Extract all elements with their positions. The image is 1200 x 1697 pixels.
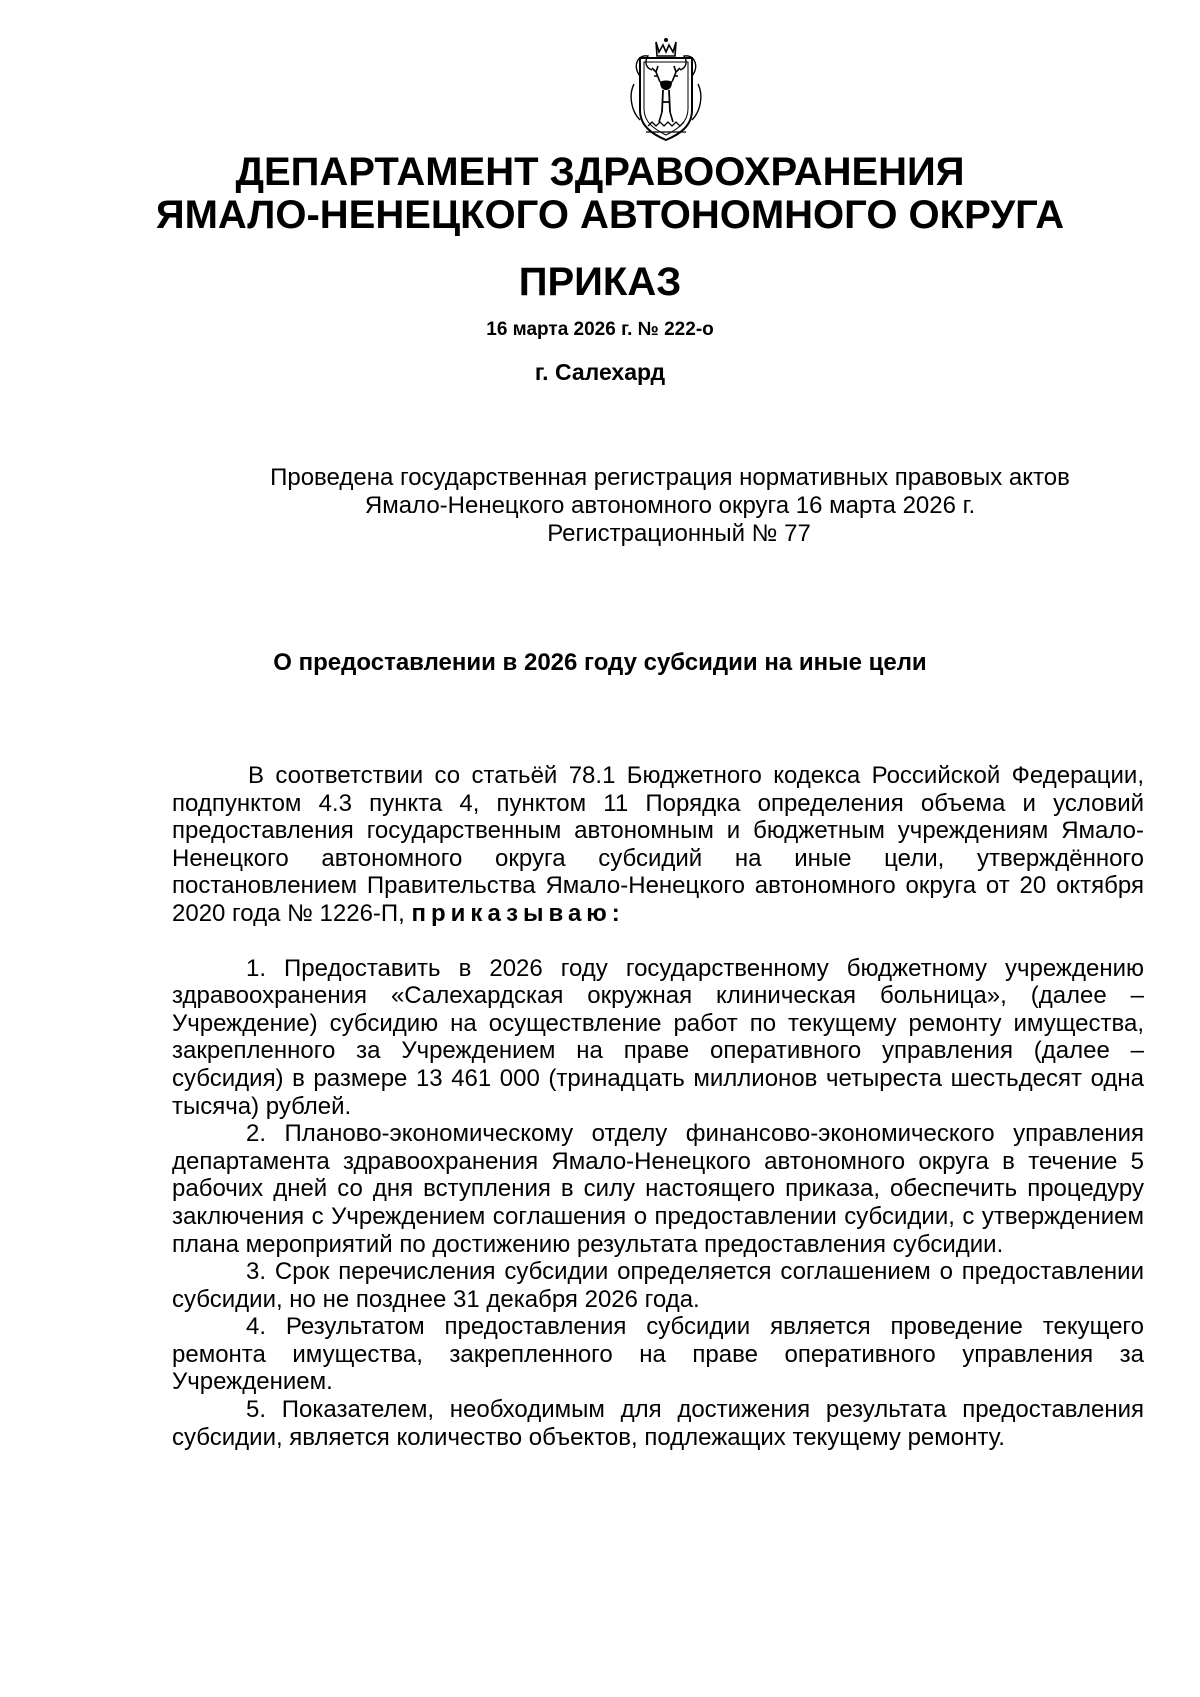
registration-line-2: Ямало-Ненецкого автономного округа 16 марта 2026 г.: [364, 492, 976, 519]
coat-of-arms-icon: [626, 36, 706, 144]
order-body: [172, 762, 1144, 1451]
document-type-title: ПРИКАЗ: [518, 260, 682, 304]
order-subject: О предоставлении в 2026 году субсидии на иные цели: [273, 649, 927, 676]
order-item-4: 4. Результатом предоставления субсидии является проведение текущего ремонта имущества, закрепленного на праве оперативного управления за Учреждением.: [172, 1313, 1144, 1396]
order-word: приказываю:: [411, 899, 625, 927]
registration-line-1: Проведена государственная регистрация нормативных правовых актов: [270, 464, 1070, 491]
department-name-line2: ЯМАЛО-НЕНЕЦКОГО АВТОНОМНОГО ОКРУГА: [155, 193, 1065, 237]
department-name-line1: ДЕПАРТАМЕНТ ЗДРАВООХРАНЕНИЯ: [235, 150, 965, 194]
order-date-number: 16 марта 2026 г. № 222-о: [486, 319, 714, 340]
order-item-1: 1. Предоставить в 2026 году государственному бюджетному учреждению здравоохранения «Салехардская окружная клиническая больница», (далее – Учреждение) субсидию на осуществление работ по текущему ремонту имущества, закрепленного за Учреждением на праве оперативного управления (далее – субсидия) в размере 13 461 000 (тринадцать миллионов четыреста шестьдесят одна тысяча) рублей.: [172, 954, 1144, 1120]
preamble-paragraph: [172, 762, 1144, 928]
order-item-5: 5. Показателем, необходимым для достижения результата предоставления субсидии, является количество объектов, подлежащих текущему ремонту.: [172, 1396, 1144, 1451]
preamble-text: В соответствии со статьёй 78.1 Бюджетного кодекса Российской Федерации, подпунктом 4.3 пункта 4, пунктом 11 Порядка определения объема и условий предоставления государственным автономным и бюджетным учреждениям Ямало-Ненецкого автономного округа субсидий на иные цели, утверждённого постановлением Правительства Ямало-Ненецкого автономного округа от 20 октября 2020 года № 1226-П,: [172, 762, 1144, 927]
order-item-3: 3. Срок перечисления субсидии определяется соглашением о предоставлении субсидии, но не позднее 31 декабря 2026 года.: [172, 1258, 1144, 1313]
order-item-2: 2. Планово-экономическому отделу финансово-экономического управления департамента здравоохранения Ямало-Ненецкого автономного округа в течение 5 рабочих дней со дня вступления в силу настоящего приказа, обеспечить процедуру заключения с Учреждением соглашения о предоставлении субсидии, с утверждением плана мероприятий по достижению результата предоставления субсидии.: [172, 1120, 1144, 1258]
registration-number: Регистрационный № 77: [547, 520, 811, 547]
order-city: г. Салехард: [534, 359, 666, 385]
registration-stamp: [200, 464, 1140, 548]
paragraph-gap: [172, 928, 1144, 955]
